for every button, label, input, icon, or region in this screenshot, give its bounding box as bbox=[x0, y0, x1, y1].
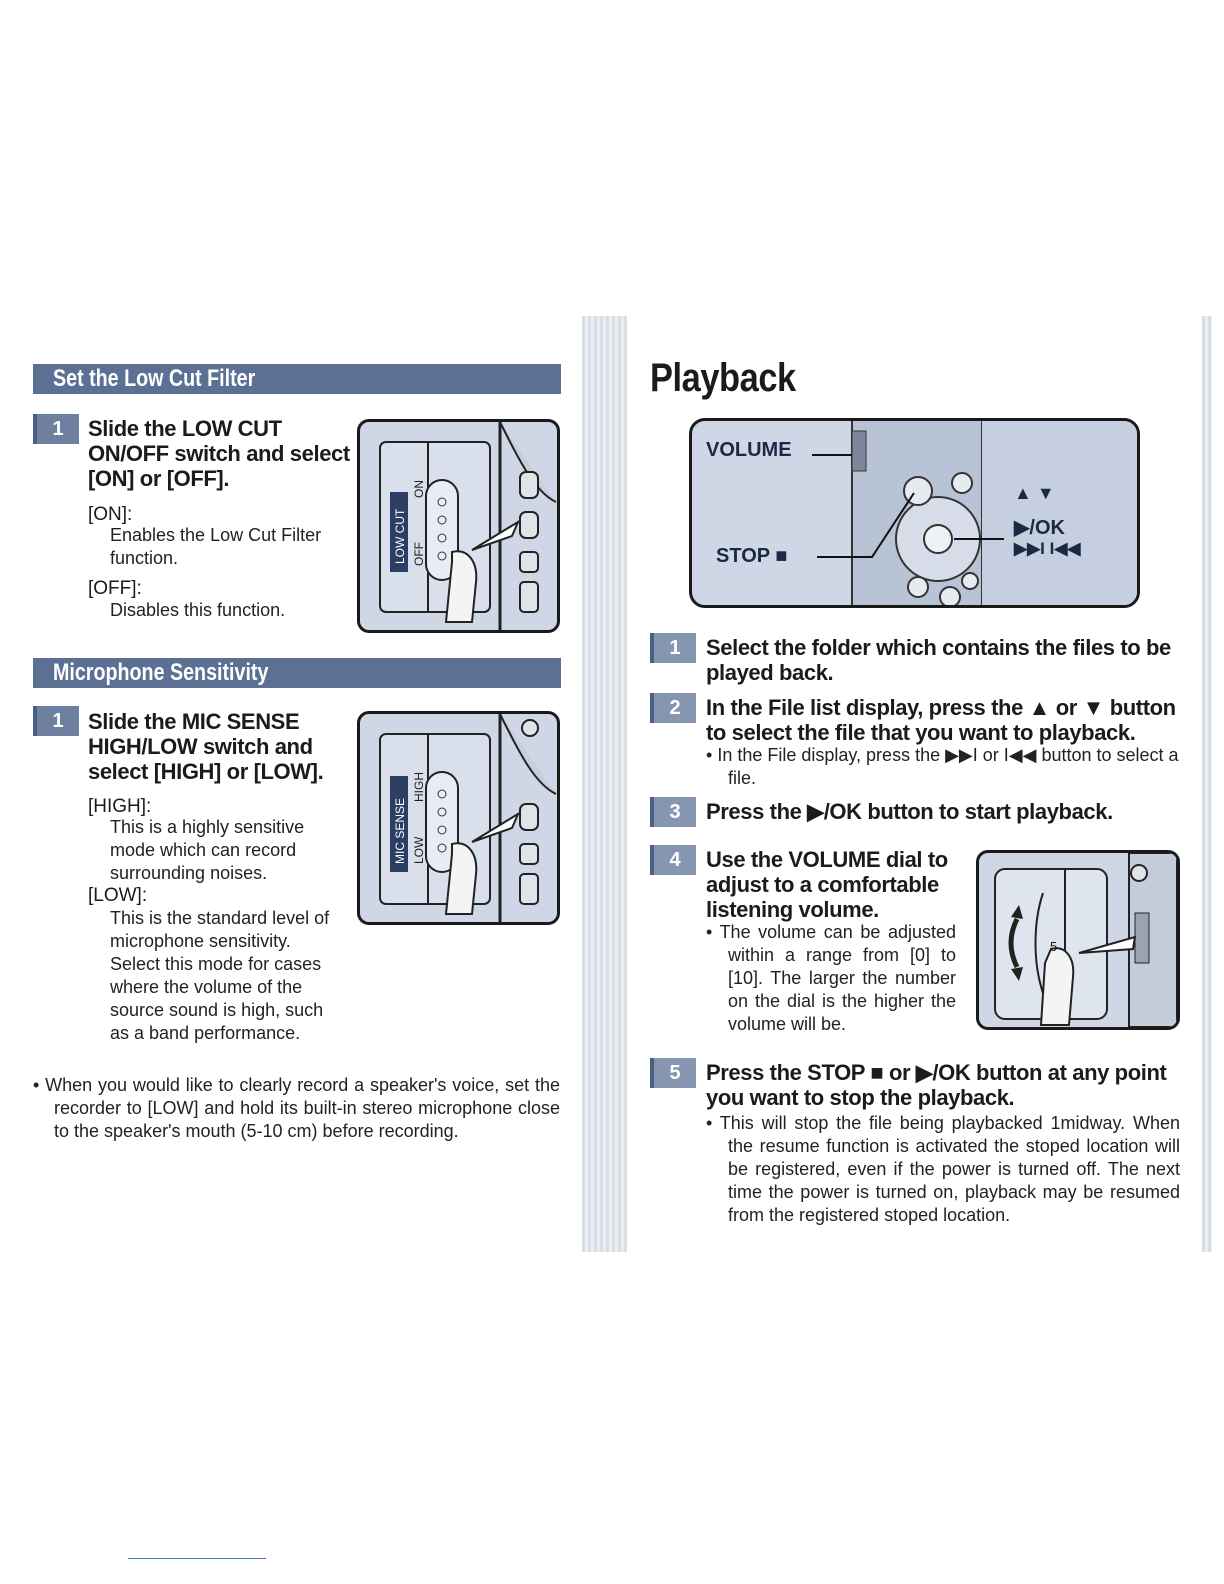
low-cut-switch-illustration bbox=[357, 419, 560, 633]
page-title: Playback bbox=[650, 356, 796, 400]
volume-dial-icon bbox=[979, 853, 1177, 1027]
center-gutter-stripe bbox=[582, 316, 627, 1252]
playback-step-2-note: • In the File display, press the ▶▶I or I◀◀ button to select a file. bbox=[706, 744, 1180, 790]
playback-step-2-title: In the File list display, press the ▲ or ▼ button to select the file that you want to playback. bbox=[706, 695, 1176, 745]
on-option-description: Enables the Low Cut Filter function. bbox=[110, 525, 322, 568]
playback-step-1-title: Select the folder which contains the files to be played back. bbox=[706, 635, 1171, 685]
high-position-label: HIGH bbox=[412, 772, 426, 802]
playback-step-4-note: • The volume can be adjusted within a range from [0] to [10]. The larger the number on the dial is the higher the volume will be. bbox=[706, 921, 956, 1036]
high-option-description: This is a highly sensitive mode which can record surrounding noises. bbox=[110, 817, 305, 883]
playback-step-5-number: 5 bbox=[650, 1058, 696, 1088]
volume-dial-illustration bbox=[976, 850, 1180, 1030]
low-option-label: [LOW]: bbox=[88, 885, 148, 906]
play-ok-label: ▶/OK bbox=[1014, 517, 1065, 539]
high-option-label: [HIGH]: bbox=[88, 796, 152, 817]
off-position-label: OFF bbox=[412, 542, 426, 566]
low-position-label: LOW bbox=[412, 836, 426, 864]
mic-sense-badge: MIC SENSE bbox=[392, 794, 408, 868]
playback-controls-illustration bbox=[689, 418, 1140, 608]
off-option-label: [OFF]: bbox=[88, 578, 142, 599]
playback-step-5-title: Press the STOP ■ or ▶/OK button at any point you want to stop the playback. bbox=[706, 1060, 1167, 1110]
low-option-description: This is the standard level of microphone sensitivity. Select this mode for cases where the volume of the source sound is high, such as a band performance. bbox=[110, 908, 330, 1043]
playback-step-4-number: 4 bbox=[650, 845, 696, 875]
playback-step-2-number: 2 bbox=[650, 693, 696, 723]
right-edge-stripe bbox=[1202, 316, 1212, 1252]
up-down-label: ▲ ▼ bbox=[1014, 483, 1055, 503]
playback-step-3-title: Press the ▶/OK button to start playback. bbox=[706, 799, 1113, 824]
dial-number-mark: 5 bbox=[1050, 939, 1058, 954]
recorder-side-view-icon bbox=[360, 714, 557, 922]
playback-step-3-number: 3 bbox=[650, 797, 696, 827]
footer-rule bbox=[128, 1558, 266, 1559]
on-position-label: ON bbox=[412, 480, 426, 498]
mic-sense-step-title: Slide the MIC SENSE HIGH/LOW switch and select [HIGH] or [LOW]. bbox=[88, 709, 324, 784]
mic-sensitivity-banner: Microphone Sensitivity bbox=[33, 658, 561, 688]
low-cut-step-number: 1 bbox=[33, 414, 79, 444]
skip-label: ▶▶I I◀◀ bbox=[1014, 539, 1081, 558]
mic-sense-switch-illustration bbox=[357, 711, 560, 925]
recording-tip-note: • When you would like to clearly record a speaker's voice, set the recorder to [LOW] and hold its built-in stereo microphone close to the speaker's mouth (5-10 cm) before recording. bbox=[33, 1074, 560, 1143]
mic-sense-step-number: 1 bbox=[33, 706, 79, 736]
low-cut-badge: LOW CUT bbox=[392, 505, 408, 568]
recorder-side-view-icon bbox=[360, 422, 557, 630]
low-cut-step-title: Slide the LOW CUT ON/OFF switch and select [ON] or [OFF]. bbox=[88, 416, 350, 491]
playback-step-5-note: • This will stop the file being playbacked 1midway. When the resume function is activated the stoped location will be registered, even if the power is turned off. The next time the power is turned on, playback may be resumed from the registered stoped location. bbox=[706, 1112, 1180, 1227]
volume-label: VOLUME bbox=[706, 439, 792, 461]
playback-step-4-title: Use the VOLUME dial to adjust to a comfortable listening volume. bbox=[706, 847, 948, 922]
playback-step-1-number: 1 bbox=[650, 633, 696, 663]
on-option-label: [ON]: bbox=[88, 504, 133, 525]
off-option-description: Disables this function. bbox=[110, 600, 286, 620]
stop-label: STOP ■ bbox=[716, 545, 788, 567]
low-cut-banner: Set the Low Cut Filter bbox=[33, 364, 561, 394]
